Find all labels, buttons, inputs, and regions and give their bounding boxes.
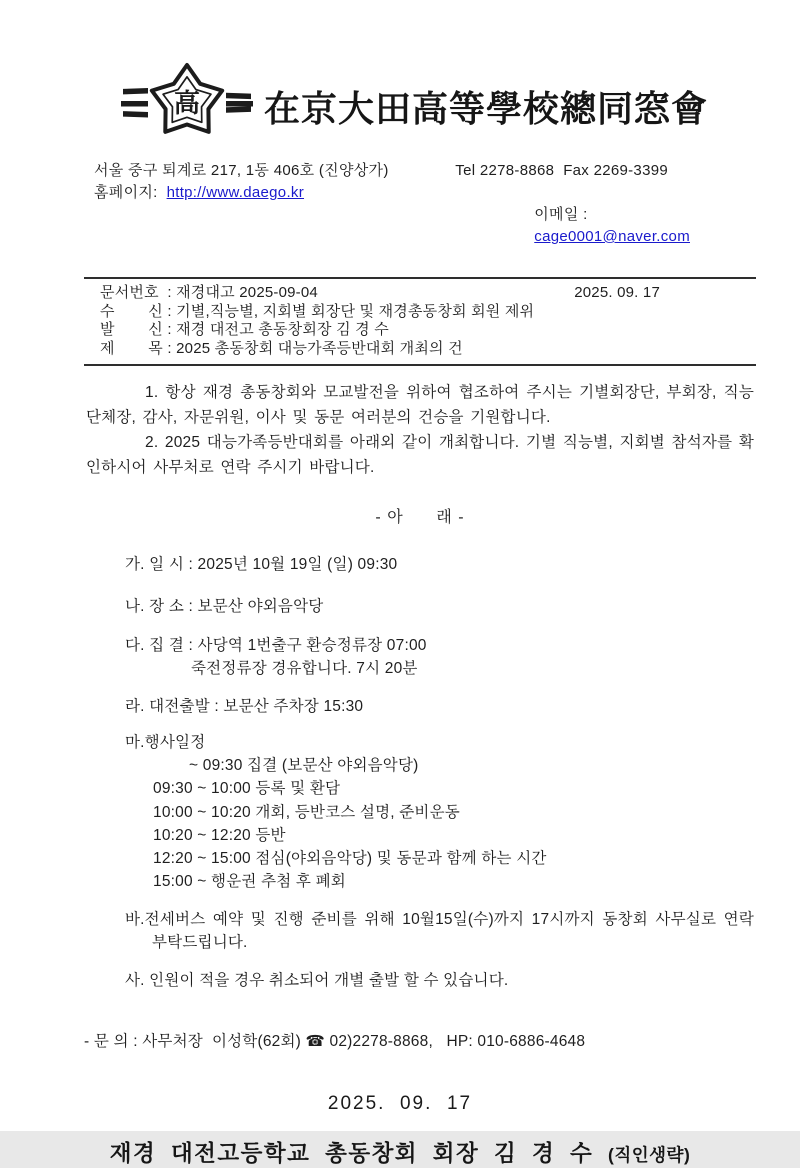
signature-block <box>0 1093 800 1168</box>
schedule-entry: ~ 09:30 집결 (보문산 야외음악당) <box>189 757 419 774</box>
schedule-entry: 09:30 ~ 10:00 등록 및 환담 <box>153 780 341 798</box>
signature-name: 재경 대전고등학교 총동창회 회장 김 경 수 <box>109 1140 594 1166</box>
schedule-entry: 10:00 ~ 10:20 개회, 등반코스 설명, 준비운동 <box>153 803 460 821</box>
item-schedule-title: 마.행사일정 <box>125 734 206 751</box>
doc-sender-label: 발 신 <box>100 321 163 338</box>
doc-subject-value: 2025 총동창회 대능가족등반대회 개최의 건 <box>176 339 463 357</box>
item-cancellation-note: 사. 인원이 적을 경우 취소되어 개별 출발 할 수 있습니다. <box>125 971 509 989</box>
emblem-character: 高 <box>173 88 201 118</box>
divider-top <box>84 277 756 279</box>
signature-date: 2025. 09. 17 <box>327 1092 473 1114</box>
doc-number-label: 문서번호 <box>100 284 159 301</box>
letterhead <box>120 64 800 148</box>
item-bus-reservation: 바.전세버스 예약 및 진행 준비를 위해 10월15일(수)까지 17시까지 동창회 사무실로 연락 부탁드립니다. <box>125 910 754 951</box>
email-link[interactable]: cage0001@naver.com <box>534 228 690 245</box>
intro-paragraphs <box>86 380 754 480</box>
item-date-time: 가. 일 시 : 2025년 10월 19일 (일) 09:30 <box>125 556 398 573</box>
web-row <box>94 182 754 270</box>
event-schedule <box>153 754 754 894</box>
emblem-right-bars <box>226 92 253 112</box>
item-assembly: 다. 집 결 : 사당역 1번출구 환승정류장 07:00 <box>125 637 427 654</box>
item-departure: 라. 대전출발 : 보문산 주차장 15:30 <box>125 698 364 715</box>
doc-recipient-row: 수 신 : 기별,직능별, 지회별 회장단 및 재경총동창회 회원 제위 <box>100 302 535 320</box>
document-body <box>0 380 800 1051</box>
divider-bottom <box>84 364 756 366</box>
address-row <box>94 160 754 182</box>
signature-line <box>0 1136 800 1168</box>
signature-seal-note: (직인생략) <box>608 1144 691 1165</box>
org-tel-fax: Tel 2278-8868 Fax 2269-3399 <box>455 162 668 179</box>
doc-sender-value: 재경 대전고 총동창회장 김 경 수 <box>176 321 389 338</box>
item-assembly-note: 죽전정류장 경유합니다. 7시 20분 <box>191 660 418 677</box>
homepage-label: 홈페이지: <box>94 184 163 201</box>
emblem-left-bars <box>121 88 148 117</box>
item-location: 나. 장 소 : 보문산 야외음악당 <box>125 598 324 615</box>
doc-subject-row: 제 목 : 2025 총동창회 대능가족등반대회 개최의 건 <box>100 339 463 357</box>
contact-block <box>94 160 754 270</box>
school-emblem-logo <box>120 62 254 151</box>
doc-recipient-label: 수 신 <box>100 302 163 320</box>
schedule-entry: 15:00 ~ 행운권 추첨 후 폐회 <box>153 873 346 891</box>
inquiry-contact: - 문 의 : 사무처장 이성학(62회) ☎ 02)2278-8868, HP: 010-6886-4648 <box>84 1032 586 1050</box>
below-heading: - 아 래 - <box>375 509 465 526</box>
homepage-link[interactable]: http://www.daego.kr <box>166 184 305 201</box>
paragraph-greeting: 1. 항상 재경 총동창회와 모교발전을 위하여 협조하여 주시는 기별회장단, 부회장, 직능단체장, 감사, 자문위원, 이사 및 동문 여러분의 건승을 기원합니다. <box>86 384 754 426</box>
email-label: 이메일 : <box>534 206 593 223</box>
doc-number-row: 문서번호 : 재경대고 2025-09-04 2025. 09. 17 <box>100 284 660 301</box>
doc-recipient-value: 기별,직능별, 지회별 회장단 및 재경총동창회 회원 제위 <box>176 302 535 320</box>
schedule-entry: 10:20 ~ 12:20 등반 <box>153 826 286 844</box>
document-info <box>100 284 660 358</box>
doc-date: 2025. 09. 17 <box>574 284 660 301</box>
org-title: 在京大田高等學校總同窓會 <box>264 88 709 129</box>
doc-sender-row: 발 신 : 재경 대전고 총동창회장 김 경 수 <box>100 321 389 338</box>
doc-number-value: 재경대고 2025-09-04 <box>176 284 318 301</box>
org-address: 서울 중구 퇴계로 217, 1동 406호 (진양상가) <box>94 162 389 179</box>
paragraph-announcement: 2. 2025 대능가족등반대회를 아래외 같이 개최합니다. 기별 직능별, 지회별 참석자를 확인하시어 사무처로 연락 주시기 바랍니다. <box>86 434 754 476</box>
doc-subject-label: 제 목 <box>100 339 163 357</box>
schedule-entry: 12:20 ~ 15:00 점심(야외음악당) 및 동문과 함께 하는 시간 <box>153 850 547 868</box>
